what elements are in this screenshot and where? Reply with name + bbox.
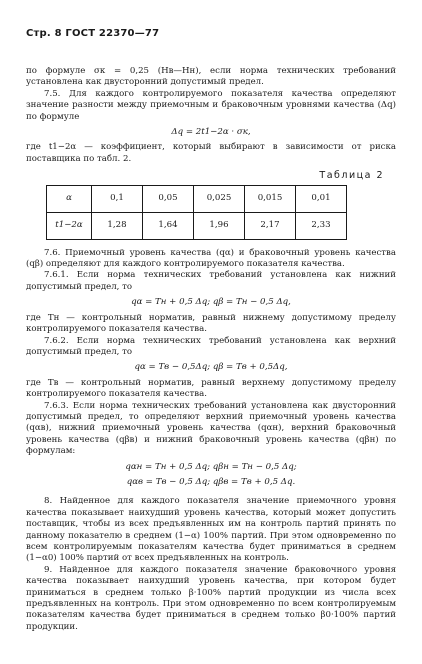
- table-cell: 0,05: [143, 185, 194, 212]
- table-2-caption: Таблица 2: [319, 170, 384, 182]
- table-cell: 0,01: [296, 185, 347, 212]
- table-cell: 0,025: [194, 185, 245, 212]
- formula-7-6-1: qα = Tн + 0,5 Δq; qβ = Tн − 0,5 Δq,: [131, 297, 291, 308]
- paragraph-7-6: 7.6. Приемочный уровень качества (qα) и браковочный уровень качества (qβ) определяют для каждого контролируемого показателя качества.: [26, 247, 396, 270]
- paragraph-7-6-1: 7.6.1. Если норма технических требований установлена как нижний допустимый предел, то: [26, 270, 396, 292]
- formula-7-6-3-b: qαв = Tв − 0,5 Δq; qβв = Tв + 0,5 Δq.: [126, 476, 296, 487]
- table-cell: 2,33: [296, 212, 347, 239]
- table-row-t: [47, 212, 347, 239]
- table-2: [46, 185, 347, 240]
- table-cell: 1,96: [194, 212, 245, 239]
- table-cell: 1,28: [92, 212, 143, 239]
- table-cell: 0,015: [245, 185, 296, 212]
- formula-7-6-3-a: qαн = Tн + 0,5 Δq; qβн = Tн − 0,5 Δq;: [125, 461, 297, 472]
- where-7-6-2: где Tв — контрольный норматив, равный верхнему допустимому пределу контролируемого показателя качества.: [26, 377, 396, 400]
- paragraph-7-6-3: 7.6.3. Если норма технических требований установлена как двусторонний допустимый предел, то определяют верхний приемочный уровень качества (qαв), нижний приемочный уровень качества (qαн), верхний браковочный уровень качества (qβв) и нижний браковочный уровень качества (qβн) по формулам:: [26, 400, 396, 457]
- table-cell: 1,64: [143, 212, 194, 239]
- table-header-alpha: α: [47, 185, 92, 212]
- paragraph-9: 9. Найденное для каждого показателя значение браковочного уровня качества показывает наихудший уровень качества, при котором будет приниматься в среднем только β·100% партий продукции из числа всех предъявленных на контроль. При этом одновременно по всем контролируемым показателям качества будет приниматься в среднем только β0·100% партий продукции.: [26, 564, 396, 632]
- table-cell: 2,17: [245, 212, 296, 239]
- paragraph-8: 8. Найденное для каждого показателя значение приемочного уровня качества показывает наихудший уровень качества, который может допустить поставщик, чтобы из всех предъявленных им на контроль партий принять по данному показателю в среднем (1−α) 100% партий. При этом одновременно по всем контролируемым показателям качества будет приниматься в среднем (1−α0) 100% партий от всех предъявленных на контроль.: [26, 496, 396, 564]
- paragraph-7-5: 7.5. Для каждого контролируемого показателя качества определяют значение разности между приемочным и браковочным уровнями качества (Δq) по формуле: [26, 88, 396, 122]
- paragraph-7-6-2: 7.6.2. Если норма технических требований установлена как верхний допустимый предел, то: [26, 335, 396, 357]
- table-header-t: t1−2α: [47, 212, 92, 239]
- page-content: [26, 66, 396, 633]
- table-row-alpha: [47, 185, 347, 212]
- where-7-5: где t1−2α — коэффициент, который выбирают в зависимости от риска поставщика по табл. 2.: [26, 142, 396, 164]
- where-7-6-1: где Tн — контрольный норматив, равный нижнему допустимому пределу контролируемого показателя качества.: [26, 312, 396, 335]
- page-header: Стр. 8 ГОСТ 22370—77: [26, 28, 160, 39]
- table-cell: 0,1: [92, 185, 143, 212]
- formula-7-6-2: qα = Tв − 0,5Δq; qβ = Tв + 0,5Δq,: [134, 362, 288, 373]
- paragraph-continuation: по формуле σк = 0,25 (Hв—Hн), если норма технических требований установлена как двусторонний допустимый предел.: [26, 66, 396, 88]
- formula-7-5: Δq = 2t1−2α · σк,: [171, 127, 251, 138]
